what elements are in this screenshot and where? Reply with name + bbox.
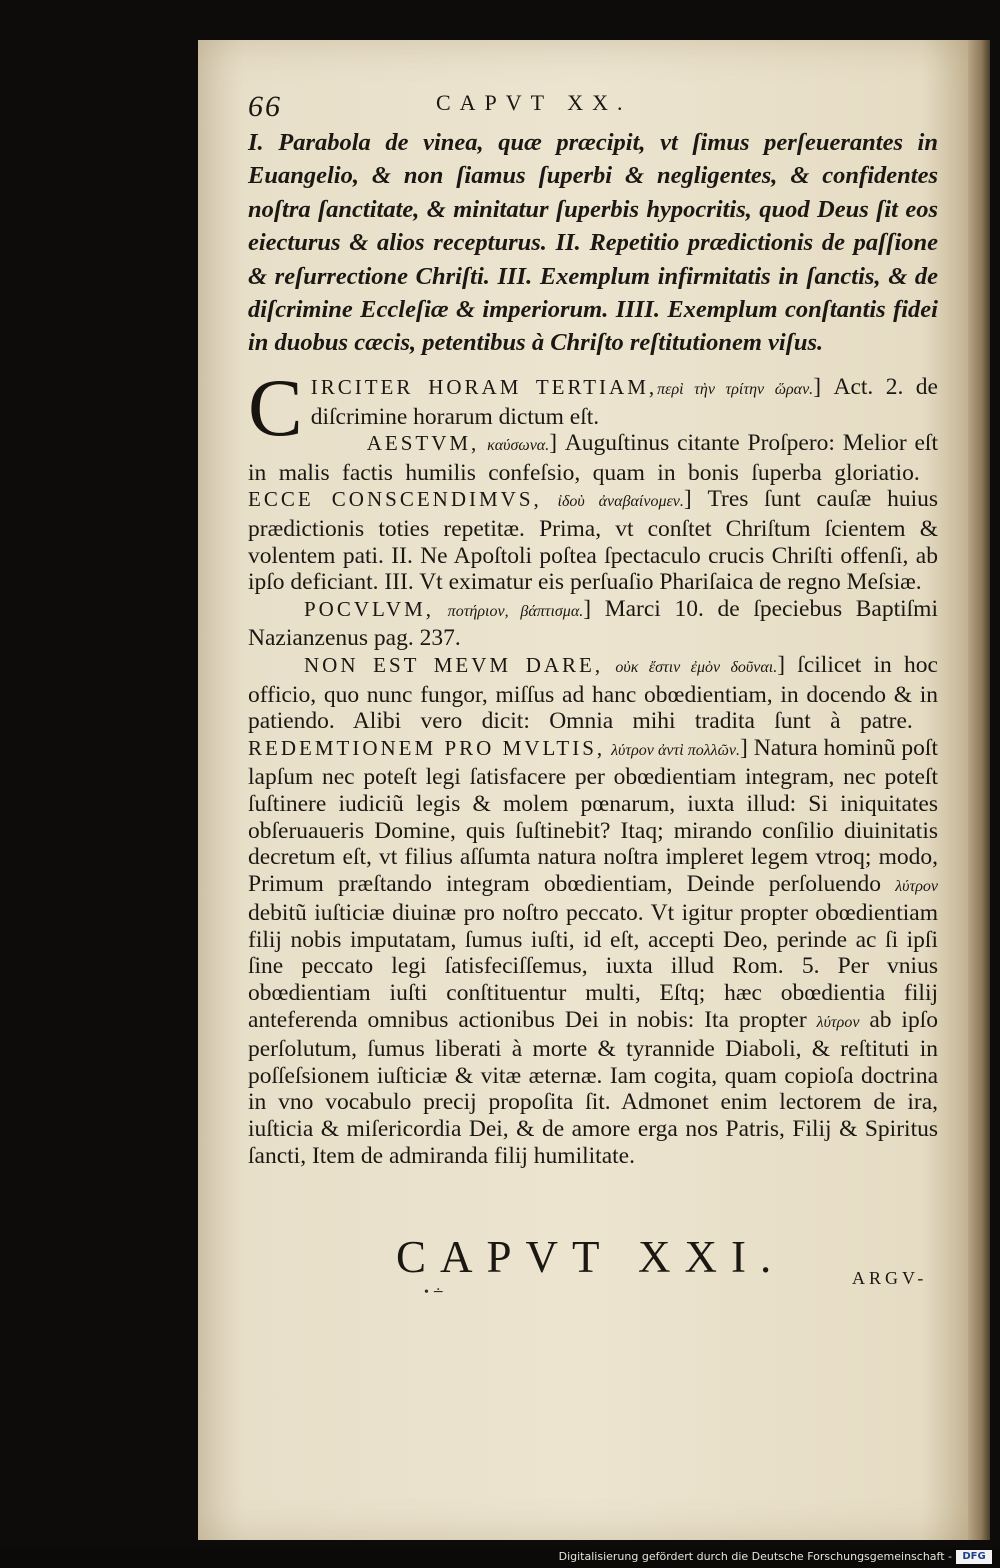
chapter-summary: I. Parabola de vinea, quæ præcipit, vt ſimus perſeuerantes in Euangelio, & non ſiamus ſuperbi & negligentes, & confidentes noſtra ſanctitate, & minitatur ſuperbis hypocritis, quod Deus ſit eos eiecturus & alios recepturus. II. Repetitio prædictionis de paſſione & reſurrectione Chriſti. III. Exemplum infirmitatis in ſanctis, & de diſcrimine Eccleſiæ & imperiorum. IIII. Exemplum conſtantis fidei in duobus cæcis, petentibus à Chriſto reſtitutionem viſus. — [248, 129, 938, 357]
paragraph-text: ab ipſo perſolutum, ſumus liberati à morte & tyrannide Diaboli, & reſtituti in poſſeſsionem iuſticiæ & vitæ æternæ. Iam cogita, quam copioſa doctrina in vno vocabulo precij propoſita ſit. Admonet enim lectorem de ira, iuſticia & miſericordia Dei, & de amore erga nos Patris, Filij & Spiritus ſancti, Item de admiranda filij humilitate. — [248, 1006, 938, 1169]
catchword: ARGV- — [852, 1268, 928, 1288]
lemma: REDEMTIONEM PRO MVLTIS, — [248, 735, 606, 760]
paragraph-4 — [248, 652, 938, 1169]
signature-mark: • ∸ — [424, 1285, 445, 1300]
greek-text: περὶ τὴν τρίτην ὥραν. — [657, 381, 814, 398]
lemma: NON EST MEVM DARE, — [304, 652, 604, 677]
drop-cap: C — [248, 362, 303, 453]
running-head — [248, 90, 938, 124]
greek-text: ποτήριον, βάπτισμα. — [447, 602, 584, 620]
greek-text: λύτρον — [816, 1013, 860, 1031]
page-number: 66 — [248, 90, 282, 123]
lemma: AESTVM, — [366, 431, 480, 456]
greek-text: ἰδοὺ ἀναβαίνομεν. — [557, 493, 684, 511]
paragraph-2 — [248, 430, 938, 596]
next-chapter-heading: CAPVT XXI. — [396, 1232, 786, 1282]
paragraph-text: ] Auguſtinus citante Proſpero: Melior eſt in malis factis humilis confeſsio, quam in bonis ſuperba gloriatio. — [248, 430, 938, 486]
dfg-logo: DFG — [956, 1550, 992, 1564]
page-edge — [968, 40, 990, 1540]
paragraph-3 — [248, 596, 938, 652]
paragraph-text: ] Tres ſunt cauſæ huius prædictionis toties repetitæ. Prima, vt conſtet Chriſtum ſcientem & volentem pati. II. Ne Apoſtoli poſtea ſpectaculo crucis Chriſti offenſi, ab ipſo deficiant. III. Vt eximatur eis perſuaſio Phariſaica de regno Meſsiæ. — [248, 486, 938, 596]
paragraph-text: ] Marci 10. de ſpeciebus Baptiſmi Nazianzenus pag. 237. — [248, 595, 938, 652]
paragraph-text: ] ſcilicet in hoc officio, quo nunc fungor, miſſus ad hanc obœdientiam, in docendo & in patiendo. Alibi vero dicit: Omnia mihi tradita ſunt à patre. — [248, 651, 938, 735]
credit-text: Digitalisierung gefördert durch die Deutsche Forschungsgemeinschaft - — [558, 1550, 952, 1563]
commentary-body — [248, 362, 938, 1169]
paragraph-text: debitũ iuſticiæ diuinæ pro noſtro peccato. Vt igitur propter obœdientiam filij nobis imputatam, ſumus iuſti, id eſt, accepti Deo, perinde ac ſi ipſi ſine peccato legi ſatisfeciſſemus, iuxta illud Rom. 5. Per vnius obœdientiam iuſti conſtituentur multi, Eſtq; hæc obœdientia filij anteferenda omnibus actionibus Dei in nobis: Ita propter — [248, 900, 938, 1033]
lemma: IRCITER HORAM TERTIAM, — [310, 375, 658, 399]
running-head-title: CAPVT XX. — [436, 90, 632, 115]
lemma: POCVLVM, — [304, 596, 435, 621]
paragraph-text: ] Act. 2. de diſcrimine horarum dictum eſt. — [310, 374, 938, 430]
greek-text: οὐκ ἔστιν ἐμὸν δοῦναι. — [615, 658, 778, 676]
greek-text: λύτρον — [895, 877, 938, 895]
paragraph-text: ] Natura hominũ poſt lapſum nec poteſt legi ſatisfacere per obœdientiam integram, nec poteſt ſuſtinere iudiciũ legis & molem pœnarum, iuxta illud: Si iniquitates obſeruaueris Domine, quis ſuſtinebit? Itaq; mirando conſilio diuinitatis decretum eſt, vt filius aſſumta natura noſtra impleret legem vtroq; modo, Primum præſtando integram obœdientiam, Deinde perſoluendo — [248, 734, 938, 897]
greek-text: λύτρον ἀντὶ πολλῶν. — [611, 741, 740, 759]
digitization-credit-bar — [0, 1548, 1000, 1568]
greek-text: καύσωνα. — [487, 437, 550, 455]
lemma: ECCE CONSCENDIMVS, — [248, 487, 542, 512]
